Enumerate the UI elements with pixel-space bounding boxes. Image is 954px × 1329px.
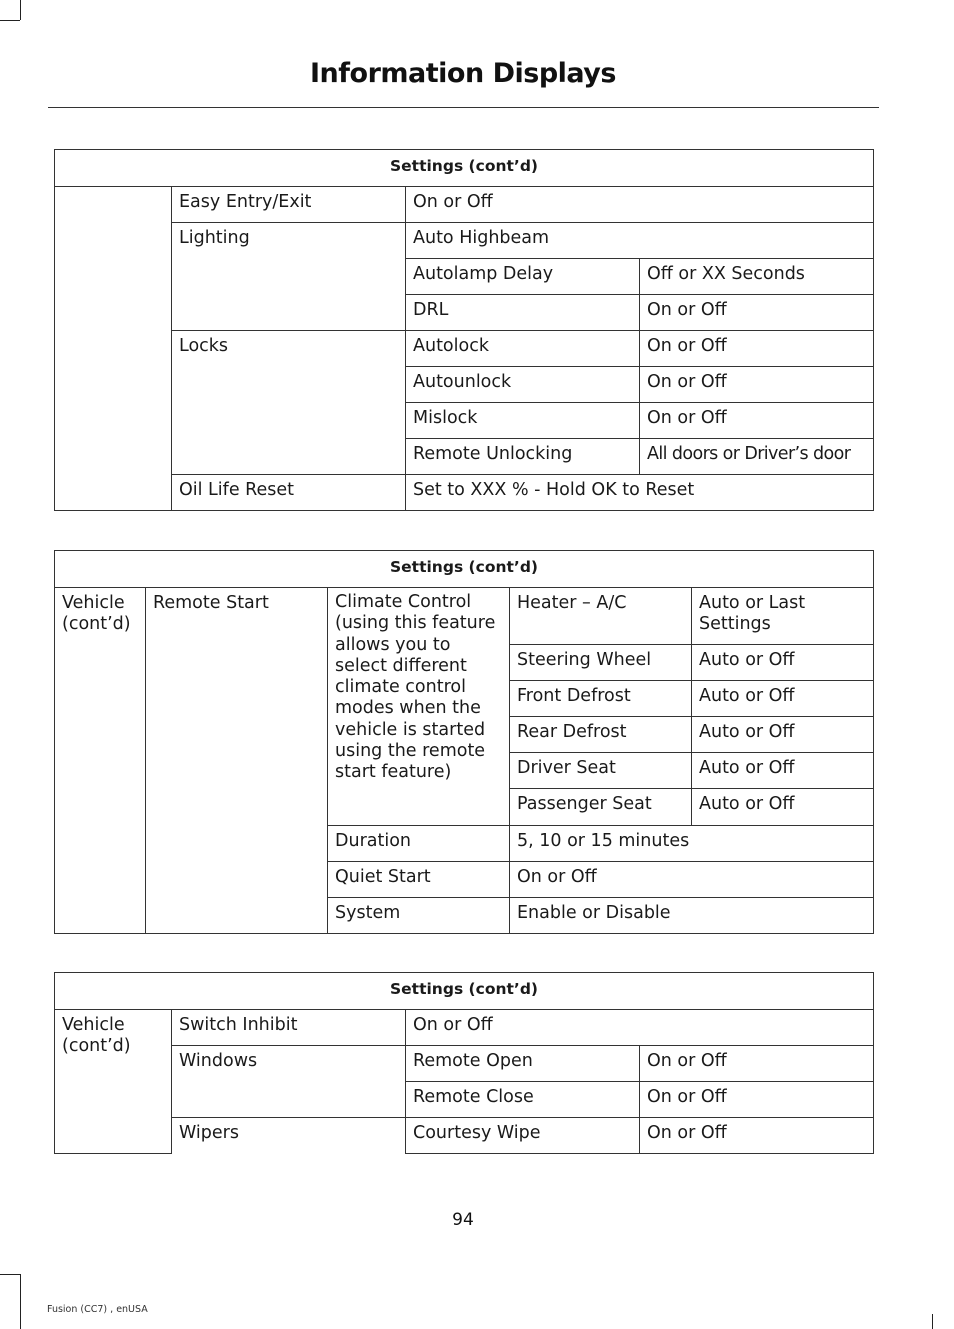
setting-item: Remote Start [146, 588, 328, 934]
setting-option: Remote Close [406, 1082, 640, 1118]
setting-option: Mislock [406, 403, 640, 439]
settings-table-3 [54, 972, 874, 1154]
setting-value: On or Off [406, 1010, 874, 1046]
footer-model-info: Fusion (CC7) , enUSA [47, 1304, 148, 1315]
setting-option: Remote Open [406, 1046, 640, 1082]
category-cell: Vehicle (cont’d) [55, 588, 146, 934]
page-title: Information Displays [310, 58, 616, 89]
category-cell [55, 187, 172, 511]
climate-option: Rear Defrost [510, 717, 692, 753]
climate-option: Driver Seat [510, 753, 692, 789]
setting-value: Enable or Disable [510, 898, 874, 934]
setting-option: Autounlock [406, 367, 640, 403]
climate-option: Passenger Seat [510, 789, 692, 826]
climate-value: Auto or Off [692, 789, 874, 826]
climate-value: Auto or Off [692, 681, 874, 717]
setting-option: Quiet Start [328, 862, 510, 898]
climate-value: Auto or Last Settings [692, 588, 874, 645]
setting-option: Autolock [406, 331, 640, 367]
setting-item: Windows [172, 1046, 406, 1118]
setting-option: System [328, 898, 510, 934]
settings-table-2 [54, 550, 874, 934]
table-header: Settings (cont’d) [55, 150, 874, 187]
title-divider [48, 107, 879, 108]
setting-item: Oil Life Reset [172, 475, 406, 511]
setting-value: Off or XX Seconds [640, 259, 874, 295]
crop-mark [932, 1314, 933, 1329]
table-header: Settings (cont’d) [55, 973, 874, 1010]
setting-value: On or Off [640, 1118, 874, 1154]
crop-mark [20, 0, 21, 20]
setting-item: Easy Entry/Exit [172, 187, 406, 223]
setting-value: All doors or Driver’s door [640, 439, 874, 475]
page-number: 94 [452, 1210, 474, 1230]
setting-item: Locks [172, 331, 406, 475]
setting-value: On or Off [640, 1046, 874, 1082]
setting-value: On or Off [640, 1082, 874, 1118]
setting-option: Auto Highbeam [406, 223, 874, 259]
setting-option: Duration [328, 826, 510, 862]
crop-mark [20, 1274, 21, 1329]
setting-value: Set to XXX % - Hold OK to Reset [406, 475, 874, 511]
setting-item: Lighting [172, 223, 406, 331]
setting-option: DRL [406, 295, 640, 331]
table-header: Settings (cont’d) [55, 551, 874, 588]
climate-control-description: Climate Control (using this feature allows you to select different climate control modes when the vehicle is started using the remote start feature) [328, 588, 510, 826]
setting-option: Autolamp Delay [406, 259, 640, 295]
climate-value: Auto or Off [692, 753, 874, 789]
setting-value: On or Off [640, 295, 874, 331]
climate-option: Heater – A/C [510, 588, 692, 645]
crop-mark [0, 20, 20, 21]
setting-value: On or Off [640, 367, 874, 403]
crop-mark [0, 1274, 20, 1275]
setting-item: Wipers [172, 1118, 406, 1154]
settings-table-1 [54, 149, 874, 511]
setting-option: Courtesy Wipe [406, 1118, 640, 1154]
climate-value: Auto or Off [692, 717, 874, 753]
setting-value: On or Off [510, 862, 874, 898]
setting-option: Remote Unlocking [406, 439, 640, 475]
setting-value: On or Off [406, 187, 874, 223]
setting-value: On or Off [640, 403, 874, 439]
climate-option: Front Defrost [510, 681, 692, 717]
category-cell: Vehicle (cont’d) [55, 1010, 172, 1154]
setting-value: On or Off [640, 331, 874, 367]
setting-item: Switch Inhibit [172, 1010, 406, 1046]
setting-value: 5, 10 or 15 minutes [510, 826, 874, 862]
climate-value: Auto or Off [692, 645, 874, 681]
climate-option: Steering Wheel [510, 645, 692, 681]
